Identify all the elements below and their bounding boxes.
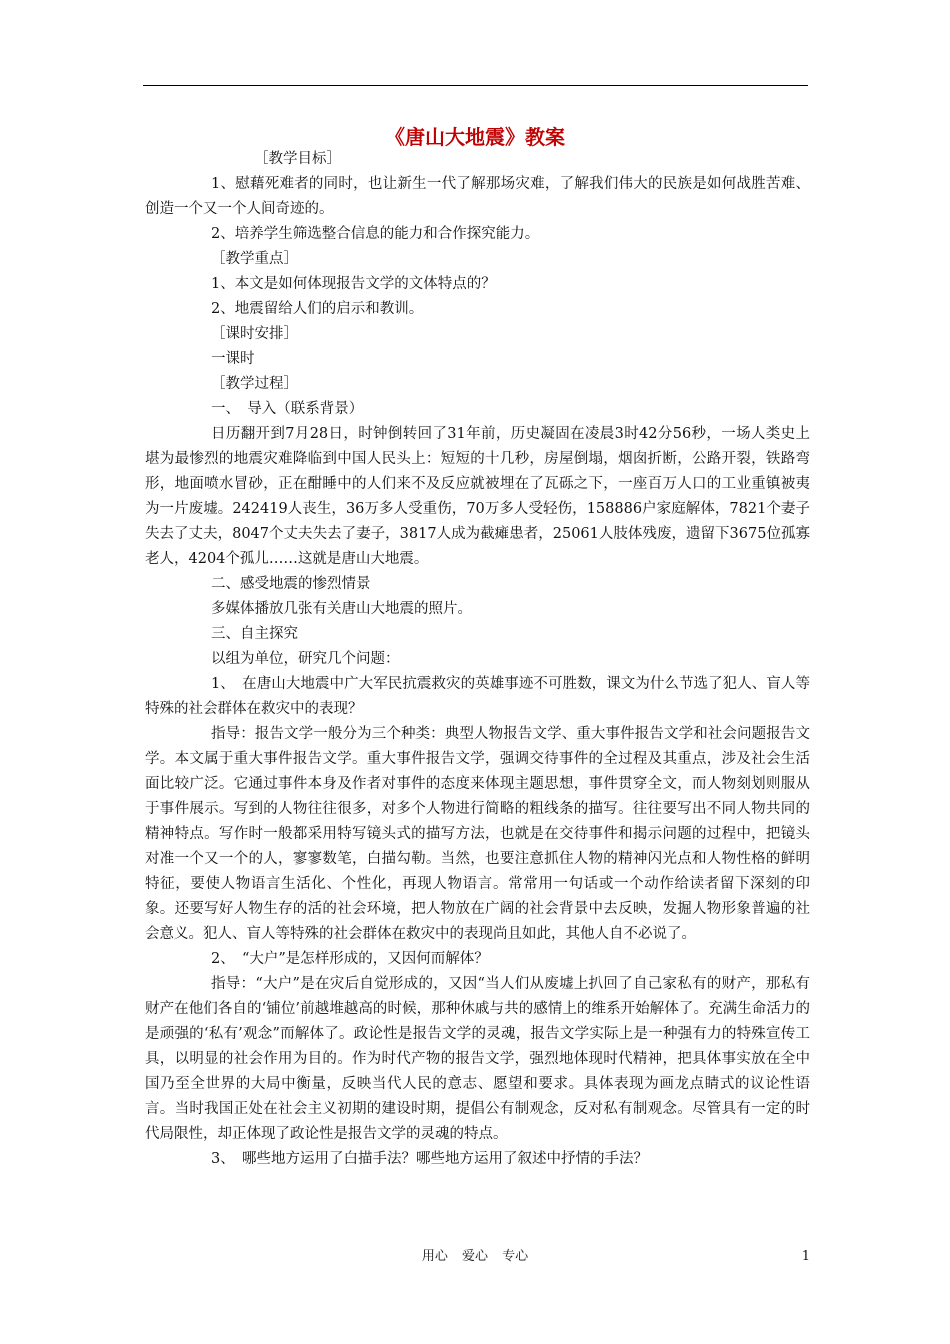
paragraph: 2、地震留给人们的启示和教训。 bbox=[211, 301, 424, 317]
paragraph: 三、自主探究 bbox=[211, 626, 298, 642]
paragraph: 一、 导入（联系背景） bbox=[211, 401, 364, 417]
document-body bbox=[145, 147, 810, 1172]
paragraph: 1、 在唐山大地震中广大军民抗震救灾的英雄事迹不可胜数，课文为什么节选了犯人、盲人等特殊的社会群体在救灾中的表现？ bbox=[145, 676, 810, 717]
paragraph: ［教学过程］ bbox=[211, 376, 298, 392]
paragraph: 二、感受地震的惨烈情景 bbox=[211, 576, 371, 592]
paragraph: ［教学目标］ bbox=[254, 151, 341, 167]
paragraph: 以组为单位，研究几个问题： bbox=[211, 651, 400, 667]
document-title: 《唐山大地震》教案 bbox=[385, 125, 565, 149]
paragraph: 3、 哪些地方运用了白描手法？哪些地方运用了叙述中抒情的手法？ bbox=[211, 1151, 648, 1167]
paragraph: 2、培养学生筛选整合信息的能力和合作探究能力。 bbox=[211, 226, 540, 242]
paragraph: 2、 “大户”是怎样形成的，又因何而解体？ bbox=[211, 951, 489, 967]
footer-motto: 用心 爱心 专心 bbox=[421, 1249, 529, 1264]
paragraph: 一课时 bbox=[211, 351, 255, 367]
paragraph: ［教学重点］ bbox=[211, 251, 298, 267]
header-rule bbox=[143, 85, 808, 86]
paragraph: 1、慰藉死难者的同时，也让新生一代了解那场灾难，了解我们伟大的民族是如何战胜苦难、创造一个又一个人间奇迹的。 bbox=[145, 176, 810, 217]
paragraph: 多媒体播放几张有关唐山大地震的照片。 bbox=[211, 601, 472, 617]
paragraph: 指导：报告文学一般分为三个种类：典型人物报告文学、重大事件报告文学和社会问题报告文学。本文属于重大事件报告文学。重大事件报告文学，强调交待事件的全过程及其重点，涉及社会生活面比较广泛。它通过事件本身及作者对事件的态度来体现主题思想，事件贯穿全文，而人物刻划则服从于事件展示。写到的人物往往很多，对多个人物进行简略的粗线条的描写。往往要写出不同人物共同的精神特点。写作时一般都采用特写镜头式的描写方法，也就是在交待事件和揭示问题的过程中，把镜头对准一个又一个的人，寥寥数笔，白描勾勒。当然，也要注意抓住人物的精神闪光点和人物性格的鲜明特征，要使人物语言生活化、个性化，再现人物语言。常常用一句话或一个动作给读者留下深刻的印象。还要写好人物生存的活的社会环境，把人物放在广阔的社会背景中去反映，发掘人物形象普遍的社会意义。犯人、盲人等特殊的社会群体在救灾中的表现尚且如此，其他人自不必说了。 bbox=[145, 726, 810, 942]
page-number: 1 bbox=[801, 1249, 810, 1264]
paragraph: 1、本文是如何体现报告文学的文体特点的？ bbox=[211, 276, 496, 292]
paragraph: 指导：“大户”是在灾后自觉形成的，又因“当人们从废墟上扒回了自己家私有的财产，那私有财产在他们各自的‘铺位’前越堆越高的时候，那种休戚与共的感情上的维系开始解体了。充满生命活力的是顽强的‘私有’观念”而解体了。政论性是报告文学的灵魂，报告文学实际上是一种强有力的特殊宣传工具，以明显的社会作用为目的。作为时代产物的报告文学，强烈地体现时代精神，把具体事实放在全中国乃至全世界的大局中衡量，反映当代人民的意志、愿望和要求。具体表现为画龙点睛式的议论性语言。当时我国正处在社会主义初期的建设时期，提倡公有制观念，反对私有制观念。尽管具有一定的时代局限性，却正体现了政论性是报告文学的灵魂的特点。 bbox=[145, 976, 810, 1142]
paragraph: 日历翻开到7月28日，时钟倒转回了31年前，历史凝固在凌晨3时42分56秒，一场人类史上堪为最惨烈的地震灾难降临到中国人民头上：短短的十几秒，房屋倒塌，烟囱折断，公路开裂，铁路弯形，地面喷水冒砂，正在酣睡中的人们来不及反应就被埋在了瓦砾之下，一座百万人口的工业重镇被夷为一片废墟。242419人丧生，36万多人受重伤，70万多人受轻伤，158886户家庭解体，7821个妻子失去了丈夫，8047个丈夫失去了妻子，3817人成为截瘫患者，25061人肢体残废，遗留下3675位孤寡老人，4204个孤儿……这就是唐山大地震。 bbox=[145, 426, 810, 567]
paragraph: ［课时安排］ bbox=[211, 326, 298, 342]
